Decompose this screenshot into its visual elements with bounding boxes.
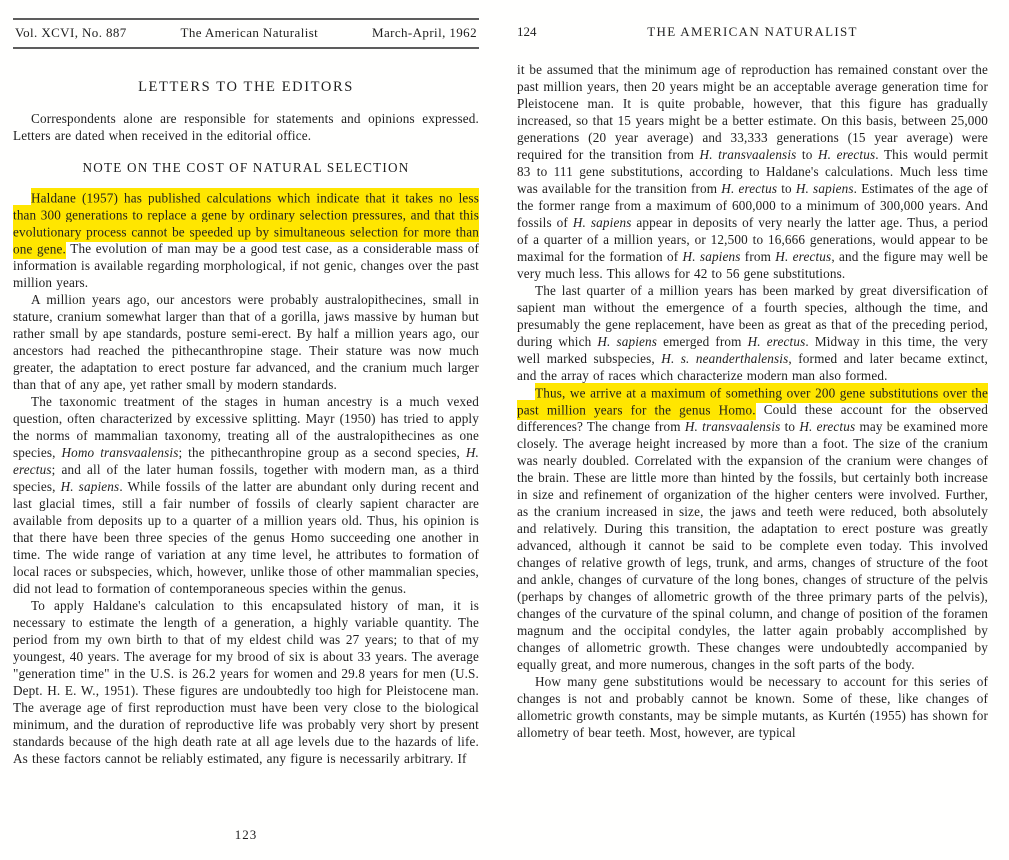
paragraph: [13, 110, 479, 144]
text-run: . This would permit 83 to 111 gene substitutions, according to Haldane's calculations. Much less time was available for the transition from: [517, 147, 988, 196]
text-run: . Estimates of the age of the former range from a maximum of 600,000 to a minimum of 300,000 years. And fossils of: [517, 181, 988, 230]
text-run: How many gene substitutions would be necessary to account for this series of changes is not and probably cannot be known. Some of these, like changes of allometric growth constants, may be simple mutants, as Kurtén (1955) has shown for allometry of bear teeth. Most, however, are typical: [517, 674, 988, 740]
species-name-italic: H. transvaalensis: [699, 147, 797, 162]
species-name-italic: H. sapiens: [795, 181, 854, 196]
highlighted-text: Haldane (1957) has published calculations which indicate that it takes no less than 300 generations to replace a gene by ordinary selection pressures, and that this evolutionary process cannot be speeded up by simultaneous selection for more than one gene.: [13, 188, 479, 259]
text-run: to: [780, 419, 800, 434]
species-name-italic: H. erectus: [13, 445, 479, 477]
species-name-italic: H. s. neanderthalensis: [661, 351, 789, 366]
text-run: it be assumed that the minimum age of reproduction has remained constant over the past million years, then 20 years might be an acceptable average generation time for Pleistocene man. It is quite probable, however, that this figure has gradually increased, so that 15 years might be a better estimate. On this basis, between 25,000 generations (20 year average) and 33,333 generations (15 year average) were required for the transition from: [517, 62, 988, 162]
paragraph: [13, 597, 479, 767]
species-name-italic: H. erectus: [721, 181, 778, 196]
paragraph: [517, 61, 988, 282]
page-number-right: 124: [517, 24, 537, 39]
editorial-disclaimer: [13, 110, 479, 144]
species-name-italic: H. transvaalensis: [684, 419, 781, 434]
text-run: emerged from: [657, 334, 748, 349]
issue-date: March-April, 1962: [371, 25, 477, 40]
text-run: ; and all of the later human fossils, together with modern man, as a third species,: [13, 462, 479, 494]
species-name-italic: H. sapiens: [597, 334, 658, 349]
text-run: ; the pithecanthropine group as a second species,: [178, 445, 466, 460]
text-run: , and the figure may well be very much less. This allows for 42 to 56 gene substitutions.: [517, 249, 988, 281]
text-run: Correspondents alone are responsible for statements and opinions expressed. Letters are dated when received in the editorial office.: [13, 111, 479, 143]
species-name-italic: H. sapiens: [60, 479, 120, 494]
paragraph: [517, 282, 988, 384]
paragraph: [517, 384, 988, 673]
text-run: The last quarter of a million years has been marked by great diversification of sapient man without the emergence of a fourth species, although the time, and presumably the gene replacement, have been as great as that of the preceding period, during which: [517, 283, 988, 349]
text-run: , formed and later became extinct, and the array of races which characterize modern man also formed.: [517, 351, 988, 383]
paragraph: [13, 291, 479, 393]
text-run: to: [796, 147, 818, 162]
text-run: may be examined more closely. The average height increased by more than a foot. The size of the cranium was nearly doubled. Correlated with the expansion of the cranium were changes of the brain. These are little more than hinted by the fossils, but certainly both increase in size and refinement of organization of the higher centers were involved. Further, as the cranium increased in size, the jaws and teeth were reduced, both absolutely and relatively. During this transition, the adaptation to erect posture was greatly advanced, although it cannot be said to be complete even today. This involved changes of relative growth of legs, trunk, and arms, changes of structure of the foot and ankle, changes of curvature of the long bones, changes of structure of the pelvis (perhaps by changes of allometric growth of the three primary parts of the pelvis), changes of the curvature of the spinal column, and change of position of the foramen magnum and the occipital condyles, the latter again probably accomplished by changes of allometric growth. These changes were undoubtedly accompanied by equally great, and more numerous, changes in the soft parts of the body.: [517, 419, 988, 672]
paragraph: [13, 393, 479, 597]
text-run: to: [777, 181, 796, 196]
species-name-italic: H. erectus: [799, 419, 856, 434]
highlighted-text: Thus, we arrive at a maximum of something over 200 gene substitutions over the past million years for the genus Homo.: [517, 383, 988, 420]
text-run: . Midway in this time, the very well marked subspecies,: [517, 334, 988, 366]
text-run: A million years ago, our ancestors were probably australopithecines, small in stature, cranium somewhat larger than that of a gorilla, jaws massive by human but rather small by ape standards, posture semi-erect. By half a million years ago, our ancestors had reached the pithecanthropine stage. Their stature was now much greater, the adaptation to erect posture far advanced, and the cranium much larger than that of any ape, yet rather small by modern standards.: [13, 292, 479, 392]
species-name-italic: Homo transvaalensis: [61, 445, 179, 460]
text-run: To apply Haldane's calculation to this encapsulated history of man, it is necessary to estimate the length of a generation, a highly variable quantity. The period from my own birth to that of my eldest child was 27 years; to that of my youngest, 40 years. The average for my brood of six is about 33 years. The average "generation time" in the U.S. is 26.2 years for women and 29.8 years for men (U.S. Dept. H. E. W., 1951). These figures are undoubtedly too high for Pleistocene man. The average age of first reproduction must have been very close to the biological minimum, and the duration of reproductive life was probably very short by present standards because of the high death rate at all age levels due to the hazards of life. As these factors cannot be reliably estimated, any figure is necessarily arbitrary. If: [13, 598, 479, 766]
text-run: Could these account for the observed differences? The change from: [517, 402, 988, 434]
text-run: The taxonomic treatment of the stages in human ancestry is a much vexed question, often characterized by excessive splitting. Mayr (1950) has tried to apply the norms of mammalian taxonomy, treating all of the australopithecines as one species,: [13, 394, 479, 460]
running-header: [517, 24, 988, 40]
note-title: NOTE ON THE COST OF NATURAL SELECTION: [82, 160, 410, 175]
text-run: from: [740, 249, 776, 264]
species-name-italic: H. sapiens: [572, 215, 632, 230]
running-title: THE AMERICAN NATURALIST: [647, 24, 858, 39]
text-run: The evolution of man may be a good test case, as a considerable mass of information is available regarding morphological, if not genic, changes over the past million years.: [13, 241, 479, 290]
species-name-italic: H. erectus: [775, 249, 832, 264]
right-page-body: [517, 61, 988, 741]
text-run: . While fossils of the latter are abundant only during recent and last glacial times, still a fair number of fossils of clearly sapient character are available from deposits up to a quarter of a million years old. Thus, his opinion is that there have been three species of the genus Homo succeeding one another in time. The wide range of variation at any time level, he attributes to formation of local races or subspecies, which, however, unlike those of other mammalian species, did not lead to formation of contemporaneous species within the genus.: [13, 479, 479, 596]
paragraph: [13, 189, 479, 291]
section-title: LETTERS TO THE EDITORS: [138, 79, 354, 95]
text-run: appear in deposits of very nearly the latter age. Thus, a period of a quarter of a million years, or 12,500 to 16,666 generations, would appear to be maximal for the formation of: [517, 215, 988, 264]
species-name-italic: H. erectus: [747, 334, 806, 349]
species-name-italic: H. erectus: [817, 147, 876, 162]
page-right: [517, 0, 988, 860]
journal-name: The American Naturalist: [180, 25, 319, 40]
species-name-italic: H. sapiens: [682, 249, 741, 264]
left-page-body: [13, 189, 479, 767]
paragraph: [517, 673, 988, 741]
volume-issue-label: Vol. XCVI, No. 887: [15, 25, 127, 40]
page-number-left: 123: [234, 827, 258, 842]
page-left: [13, 0, 479, 860]
journal-header: [13, 18, 479, 49]
